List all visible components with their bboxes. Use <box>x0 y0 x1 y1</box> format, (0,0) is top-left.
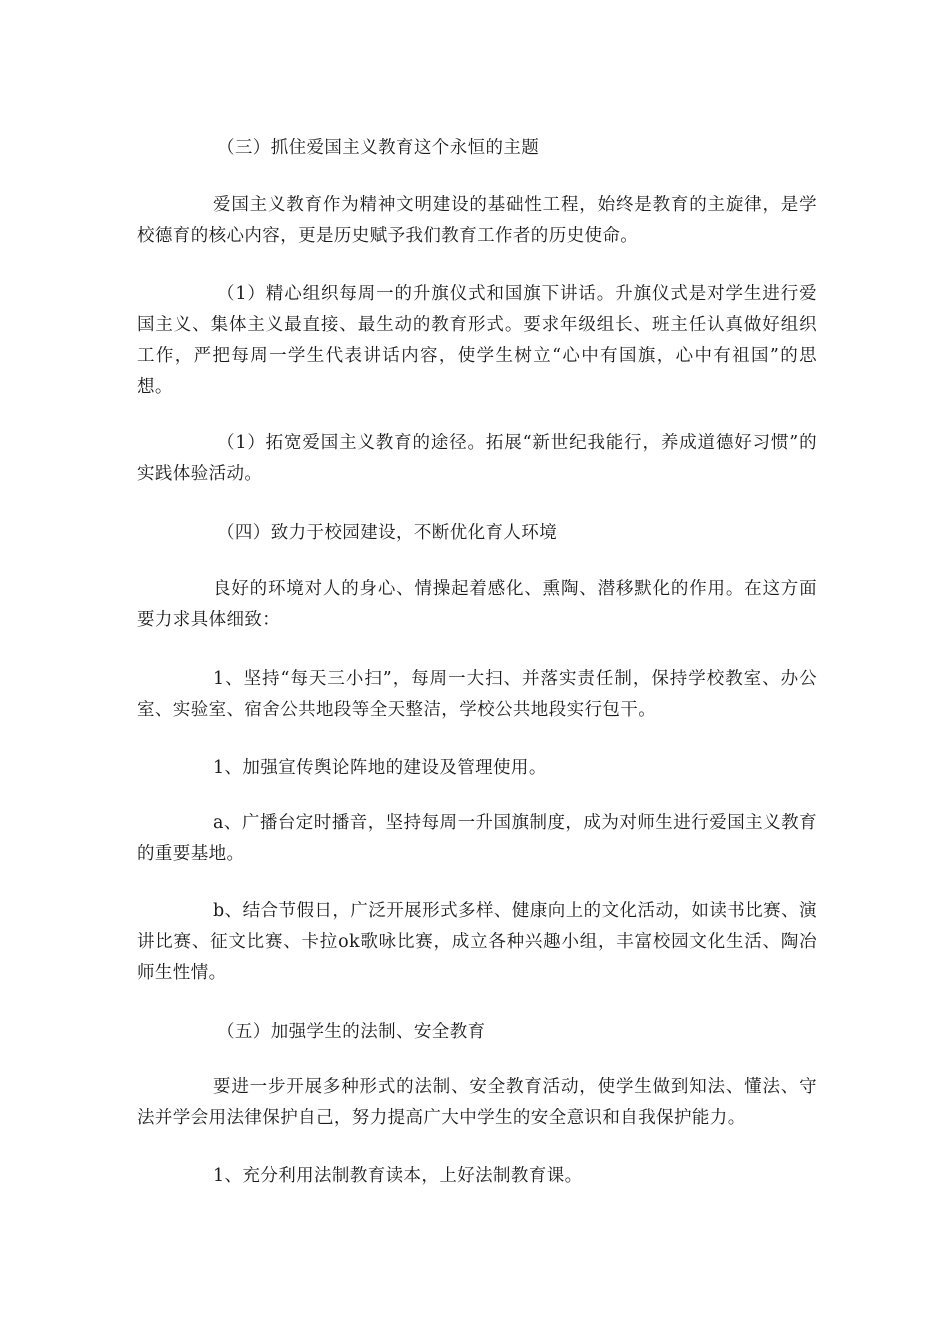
paragraph-cleaning: 1、坚持“每天三小扫”，每周一大扫、并落实责任制，保持学校教室、办公室、实验室、宿舍公共地段等全天整洁，学校公共地段实行包干。 <box>137 669 817 720</box>
section-heading-5: （五）加强学生的法制、安全教育 <box>217 1022 486 1042</box>
paragraph-legal-safety: 要进一步开展多种形式的法制、安全教育活动，使学生做到知法、懂法、守法并学会用法律保护自己，努力提高广大中学生的安全意识和自我保护能力。 <box>137 1077 817 1128</box>
paragraph-cultural-activities: b、结合节假日，广泛开展形式多样、健康向上的文化活动，如读书比赛、演讲比赛、征文比赛、卡拉ok歌咏比赛，成立各种兴趣小组，丰富校园文化生活、陶冶师生性情。 <box>137 901 817 983</box>
paragraph-broadcast: a、广播台定时播音，坚持每周一升国旗制度，成为对师生进行爱国主义教育的重要基地。 <box>137 813 817 864</box>
paragraph-legal-textbook: 1、充分利用法制教育读本，上好法制教育课。 <box>213 1166 583 1186</box>
paragraph-broaden-education: （1）拓宽爱国主义教育的途径。拓展“新世纪我能行，养成道德好习惯”的实践体验活动。 <box>137 433 817 484</box>
section-heading-3: （三）抓住爱国主义教育这个永恒的主题 <box>217 138 540 158</box>
paragraph-environment-intro: 良好的环境对人的身心、情操起着感化、熏陶、潜移默化的作用。在这方面要力求具体细致： <box>137 579 817 630</box>
paragraph-flag-ceremony: （1）精心组织每周一的升旗仪式和国旗下讲话。升旗仪式是对学生进行爱国主义、集体主义最直接、最生动的教育形式。要求年级组长、班主任认真做好组织工作，严把每周一学生代表讲话内容，使学生树立“心中有国旗，心中有祖国”的思想。 <box>137 284 817 397</box>
paragraph-publicity: 1、加强宣传舆论阵地的建设及管理使用。 <box>213 758 547 778</box>
paragraph-patriotic-intro: 爱国主义教育作为精神文明建设的基础性工程，始终是教育的主旋律，是学校德育的核心内容，更是历史赋予我们教育工作者的历史使命。 <box>137 195 817 246</box>
section-heading-4: （四）致力于校园建设，不断优化育人环境 <box>217 523 558 543</box>
